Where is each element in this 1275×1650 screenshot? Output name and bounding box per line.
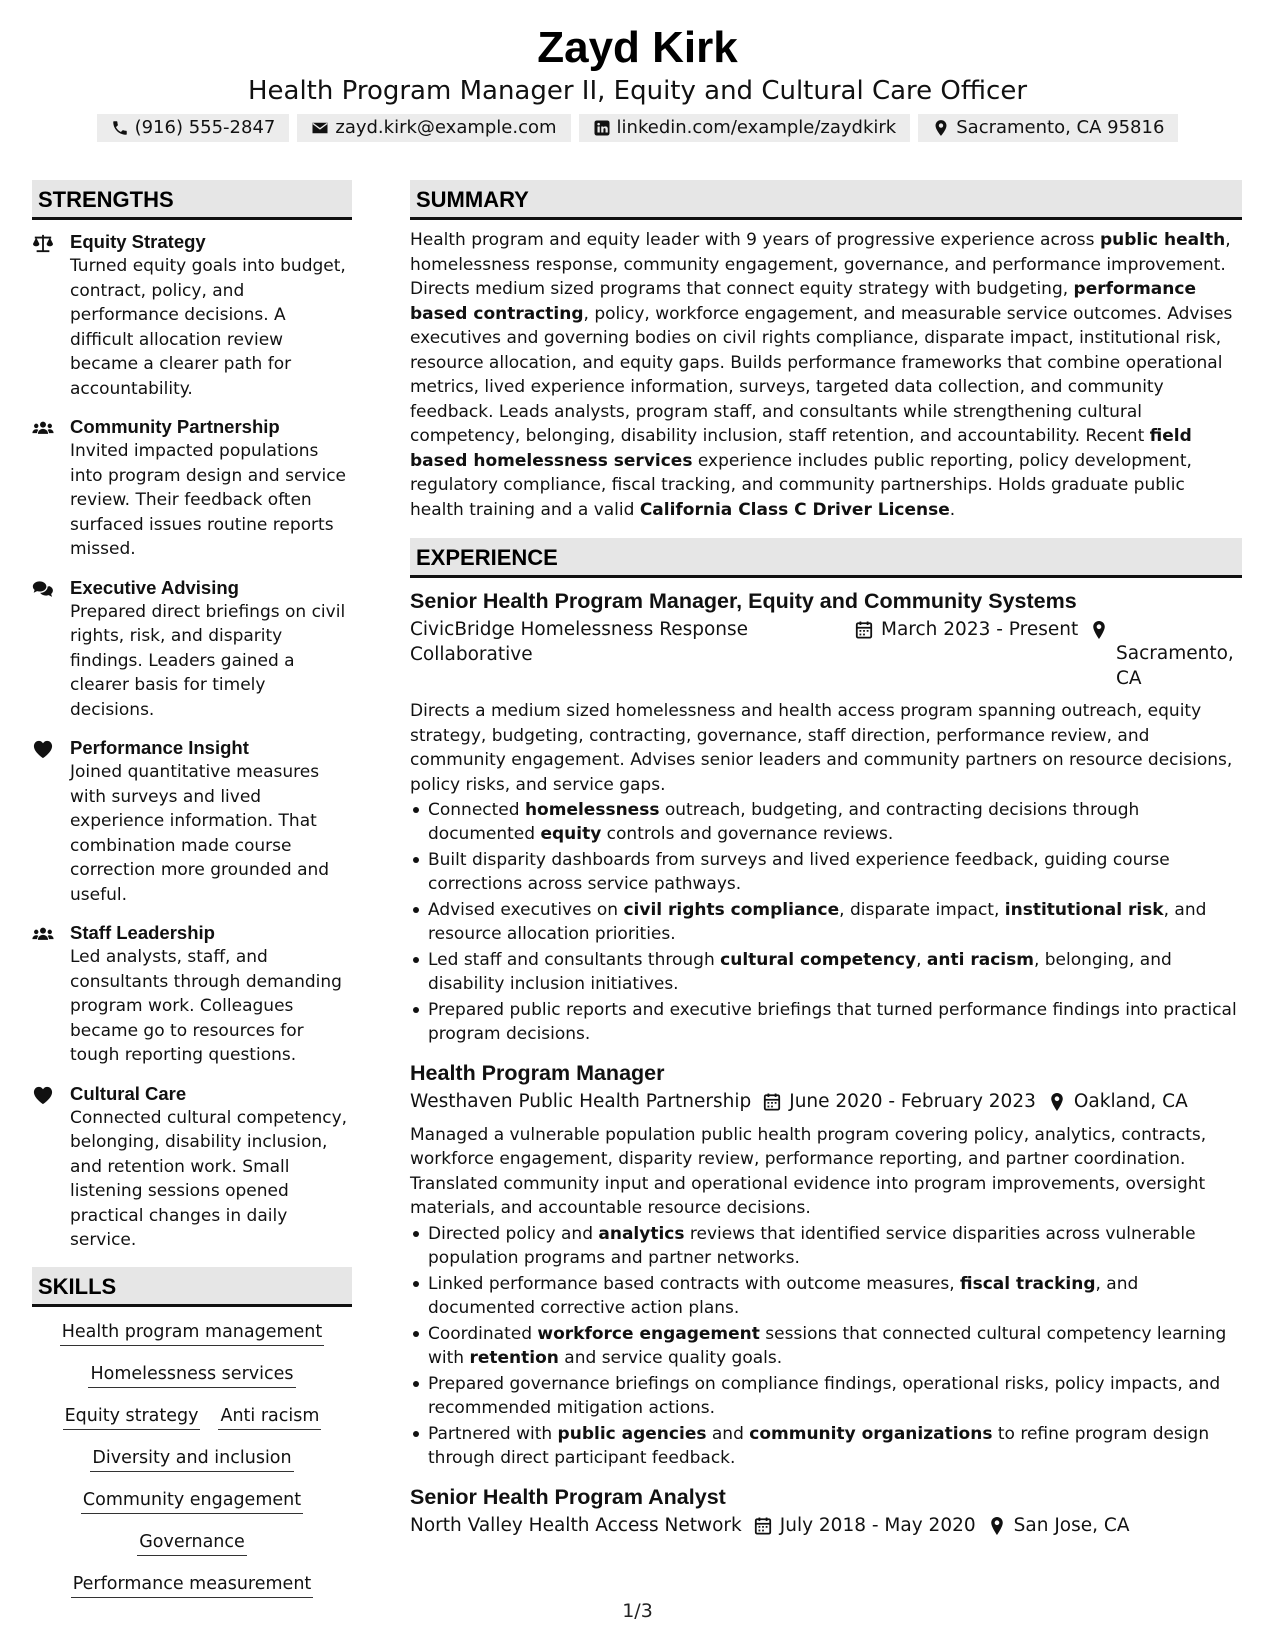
strength-item — [32, 736, 352, 907]
strength-title: Executive Advising — [70, 576, 239, 598]
strengths-heading: STRENGTHS — [32, 180, 352, 220]
skills-heading: SKILLS — [32, 1267, 352, 1307]
job-meta — [410, 1514, 1242, 1539]
comments-icon — [32, 579, 54, 599]
contact-email[interactable] — [297, 114, 570, 142]
linkedin-icon — [593, 119, 611, 137]
strength-description: Prepared direct briefings on civil rights, risk, and disparity findings. Leaders gained a clearer basis for timely decisions. — [70, 601, 346, 720]
skill-tag: Governance — [137, 1529, 247, 1556]
map-pin-icon — [1048, 1092, 1066, 1112]
strength-item — [32, 415, 352, 562]
job-dates: March 2023 - Present — [881, 619, 1079, 640]
strength-title: Cultural Care — [70, 1082, 187, 1104]
candidate-headline: Health Program Manager II, Equity and Cultural Care Officer — [247, 76, 1028, 106]
job-bullet: Prepared public reports and executive briefings that turned performance findings into practical program decisions. — [410, 998, 1242, 1046]
job-bullet: Led staff and consultants through cultural competency, anti racism, belonging, and disability inclusion initiatives. — [410, 948, 1242, 996]
job-title: Senior Health Program Analyst — [410, 1484, 726, 1509]
map-pin-icon — [988, 1516, 1006, 1536]
page-number: 1/3 — [622, 1600, 653, 1622]
strength-item — [32, 1082, 352, 1253]
job-dates: June 2020 - February 2023 — [789, 1091, 1036, 1112]
job-bullet: Advised executives on civil rights compliance, disparate impact, institutional risk, and resource allocation priorities. — [410, 898, 1242, 946]
candidate-name: Zayd Kirk — [537, 23, 738, 72]
contact-linkedin[interactable] — [579, 114, 911, 142]
skill-tag: Performance measurement — [71, 1571, 314, 1598]
strength-description: Invited impacted populations into program design and service review. Their feedback often surfaced issues routine reports missed. — [70, 441, 347, 559]
job-bullet: Connected homelessness outreach, budgeting, and contracting decisions through documented equity controls and governance reviews. — [410, 798, 1242, 846]
strength-item — [32, 576, 352, 723]
job-meta — [410, 618, 1242, 691]
strength-title: Community Partnership — [70, 416, 280, 437]
contact-bar — [0, 114, 1275, 142]
job-location: Oakland, CA — [1073, 1091, 1188, 1112]
summary-text: Health program and equity leader with 9 years of progressive experience across public health, homelessness response, community engagement, governance, and performance improvement. Directs medium sized programs that connect equity strategy with budgeting, performance based contracting, policy, workforce engagement, and measurable service outcomes. Advises executives and governing bodies on civil rights compliance, disparate impact, institutional risk, resource allocation, and equity gaps. Builds performance frameworks that combine operational metrics, lived experience information, surveys, targeted data collection, and community feedback. Leads analysts, program staff, and consultants while strengthening cultural competency, belonging, disability inclusion, staff retention, and accountability. Recent field based homelessness services experience includes public reporting, policy development, regulatory compliance, fiscal tracking, and community partnerships. Holds graduate public health training and a valid California Class C Driver License. — [410, 230, 1233, 520]
resume-header — [0, 22, 1275, 142]
job-title: Health Program Manager — [410, 1061, 665, 1085]
job-dates: July 2018 - May 2020 — [779, 1514, 976, 1536]
strength-description: Turned equity goals into budget, contract, policy, and performance decisions. A difficult allocation review became a clearer path for accountability. — [70, 256, 346, 399]
skills-list — [32, 1319, 352, 1598]
job-bullet: Directed policy and analytics reviews that identified service disparities across vulnerable population programs and partner networks. — [410, 1222, 1242, 1270]
job-meta — [410, 1090, 1242, 1115]
job-location: Sacramento, CA — [1116, 643, 1234, 689]
map-pin-icon — [932, 119, 950, 137]
email-text: zayd.kirk@example.com — [335, 117, 557, 138]
strength-item — [32, 230, 352, 401]
location-text: Sacramento, CA 95816 — [956, 117, 1165, 138]
phone-text: (916) 555-2847 — [134, 117, 276, 138]
job-description: Directs a medium sized homelessness and health access program spanning outreach, equity strategy, budgeting, contracting, governance, staff direction, performance review, and community engagement. Advises senior leaders and community partners on resource decisions, policy risks, and service gaps. — [410, 701, 1233, 795]
strength-description: Led analysts, staff, and consultants through demanding program work. Colleagues became go to resources for tough reporting questions. — [70, 947, 342, 1065]
scale-icon — [32, 233, 54, 253]
job-organization: CivicBridge Homelessness Response Collaborative — [410, 619, 749, 665]
right-column — [410, 180, 1242, 1538]
strength-description: Joined quantitative measures with surveys and lived experience information. That combination made course correction more grounded and useful. — [70, 762, 330, 905]
left-column — [32, 180, 352, 1613]
contact-location — [918, 114, 1178, 142]
job-bullet: Built disparity dashboards from surveys and lived experience feedback, guiding course corrections across service pathways. — [410, 848, 1242, 896]
job-entry — [410, 1058, 1242, 1470]
linkedin-text: linkedin.com/example/zaydkirk — [616, 117, 897, 138]
job-bullet: Linked performance based contracts with outcome measures, fiscal tracking, and documented corrective action plans. — [410, 1272, 1242, 1320]
contact-phone[interactable] — [97, 114, 290, 142]
users-icon — [32, 418, 54, 438]
summary-heading: SUMMARY — [410, 180, 1242, 220]
skill-tag: Health program management — [60, 1319, 325, 1346]
job-bullets — [410, 1222, 1242, 1470]
calendar-icon — [754, 1516, 772, 1536]
job-description: Managed a vulnerable population public health program covering policy, analytics, contracts, workforce engagement, disparity review, performance reporting, and partner coordination. Translated community input and operational evidence into program improvements, oversight materials, and accountable resource decisions. — [410, 1124, 1207, 1218]
strength-title: Performance Insight — [70, 737, 249, 758]
envelope-icon — [311, 119, 329, 137]
skill-tag: Community engagement — [81, 1487, 303, 1514]
strengths-list — [32, 230, 352, 1253]
job-bullet: Prepared governance briefings on compliance findings, operational risks, policy impacts, and recommended mitigation actions. — [410, 1372, 1242, 1420]
experience-heading: EXPERIENCE — [410, 538, 1242, 578]
map-pin-icon — [1090, 620, 1108, 640]
skill-tag: Homelessness services — [88, 1361, 295, 1388]
users-icon — [32, 924, 54, 944]
heart-icon — [32, 739, 54, 759]
job-organization: North Valley Health Access Network — [410, 1514, 742, 1536]
job-location: San Jose, CA — [1013, 1514, 1130, 1536]
skill-tag: Anti racism — [218, 1403, 321, 1430]
strength-title: Equity Strategy — [70, 231, 206, 252]
calendar-icon — [763, 1092, 781, 1112]
calendar-icon — [855, 620, 873, 640]
skill-tag: Equity strategy — [63, 1403, 201, 1430]
heart-icon — [32, 1085, 54, 1105]
job-bullet: Partnered with public agencies and community organizations to refine program design through direct participant feedback. — [410, 1422, 1242, 1470]
job-bullets — [410, 798, 1242, 1046]
job-bullet: Coordinated workforce engagement sessions that connected cultural competency learning with retention and service quality goals. — [410, 1322, 1242, 1370]
phone-icon — [111, 119, 129, 137]
strength-title: Staff Leadership — [70, 922, 215, 943]
job-organization: Westhaven Public Health Partnership — [410, 1091, 752, 1112]
job-entry — [410, 586, 1242, 1046]
strength-item — [32, 921, 352, 1068]
skill-tag: Diversity and inclusion — [90, 1445, 293, 1472]
strength-description: Connected cultural competency, belonging, disability inclusion, and retention work. Small listening sessions opened practical changes in daily service. — [70, 1107, 348, 1250]
job-title: Senior Health Program Manager, Equity and Community Systems — [410, 589, 1077, 613]
job-entry — [410, 1482, 1242, 1539]
